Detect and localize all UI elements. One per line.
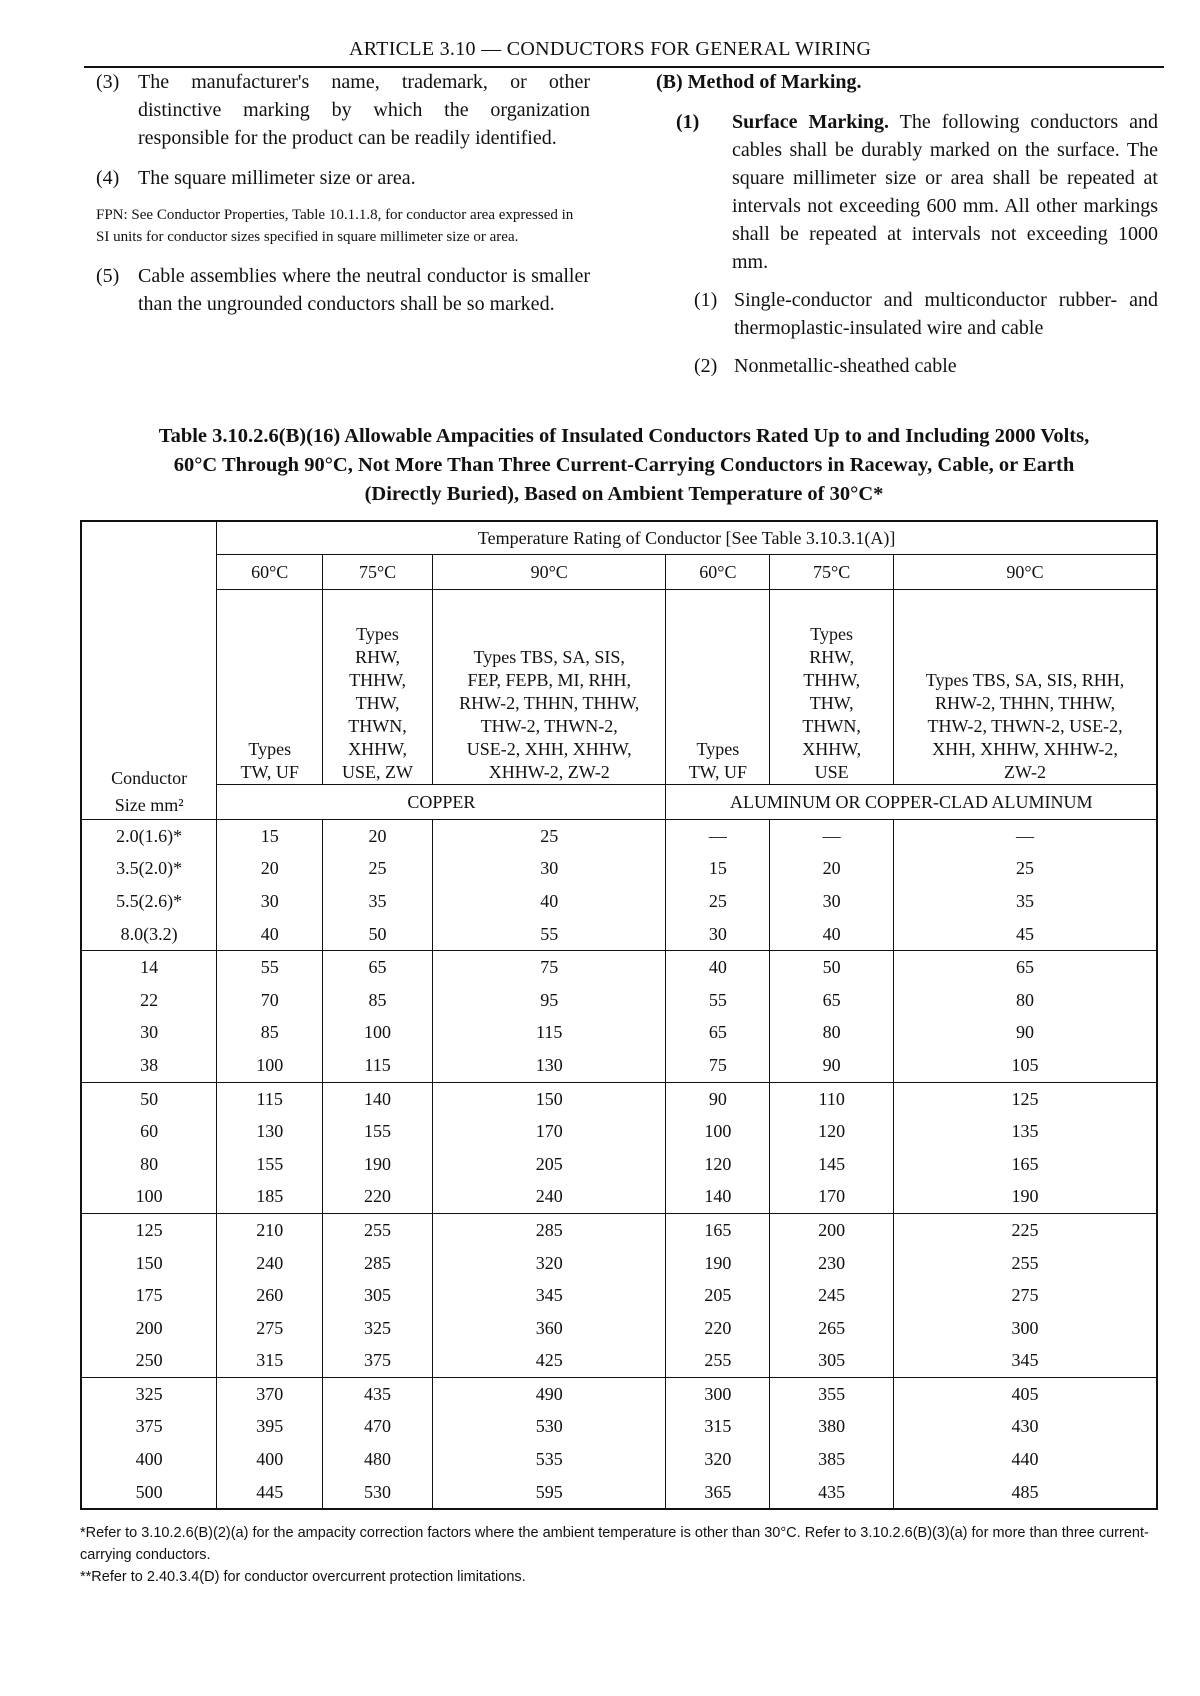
article-title: ARTICLE 3.10 — CONDUCTORS FOR GENERAL WIRING [349, 38, 872, 60]
ampacity-cell: 435 [770, 1476, 894, 1510]
table-row [81, 1378, 1157, 1411]
ampacity-cell: 30 [217, 885, 323, 918]
ampacity-cell: 35 [894, 885, 1157, 918]
types-line: Types [248, 739, 292, 759]
types-line: XHH, XHHW, XHHW-2, [932, 739, 1118, 759]
degree-header: 60°C [217, 555, 323, 590]
ampacity-cell: 345 [432, 1279, 665, 1312]
ampacity-cell: 85 [323, 984, 433, 1017]
ampacity-cell: 65 [770, 984, 894, 1017]
table-row [81, 1476, 1157, 1510]
ampacity-cell: 480 [323, 1443, 433, 1476]
list-item [96, 68, 590, 152]
conductor-size-cell: 400 [81, 1443, 217, 1476]
right-column [656, 68, 1158, 390]
ampacity-cell: 285 [432, 1214, 665, 1247]
ampacity-cell: 40 [432, 885, 665, 918]
ampacity-cell: 595 [432, 1476, 665, 1510]
list-item [694, 352, 1158, 380]
ampacity-cell: 25 [432, 820, 665, 853]
conductor-size-cell: 100 [81, 1181, 217, 1214]
ampacity-cell: 185 [217, 1181, 323, 1214]
table-row [81, 951, 1157, 984]
ampacity-cell: 315 [666, 1411, 770, 1444]
ampacity-cell: 140 [323, 1082, 433, 1115]
table-row [81, 918, 1157, 951]
table-title [84, 422, 1164, 509]
ampacity-cell: 50 [323, 918, 433, 951]
ampacity-cell: — [894, 820, 1157, 853]
item-text: The manufacturer's name, trademark, or other distinctive marking by which the organization responsible for the product can be readily identified. [138, 71, 590, 149]
ampacity-cell: 230 [770, 1247, 894, 1280]
ampacity-cell: 25 [666, 885, 770, 918]
conductor-size-cell: 500 [81, 1476, 217, 1510]
ampacity-cell: 485 [894, 1476, 1157, 1510]
degree-header: 75°C [323, 555, 433, 590]
fine-print-note: FPN: See Conductor Properties, Table 10.1.1.8, for conductor area expressed in SI units for conductor sizes specified in square millimeter size or area. [96, 207, 574, 245]
ampacity-cell: 305 [770, 1345, 894, 1378]
ampacity-cell: 440 [894, 1443, 1157, 1476]
types-line: USE-2, XHH, XHHW, [466, 739, 632, 759]
ampacity-cell: 345 [894, 1345, 1157, 1378]
list-item [96, 164, 590, 192]
conductor-size-cell: 50 [81, 1082, 217, 1115]
conductor-size-cell: 125 [81, 1214, 217, 1247]
types-line: THW-2, THWN-2, [480, 716, 618, 736]
types-line: TW, UF [688, 762, 748, 782]
ampacity-cell: 370 [217, 1378, 323, 1411]
table-row [81, 1443, 1157, 1476]
ampacity-cell: 115 [432, 1017, 665, 1050]
table-row [81, 1115, 1157, 1148]
ampacity-cell: 55 [217, 951, 323, 984]
types-line: THWN, [348, 716, 407, 736]
ampacity-cell: 425 [432, 1345, 665, 1378]
degree-header-row [81, 555, 1157, 590]
ampacity-cell: 305 [323, 1279, 433, 1312]
table-row [81, 1312, 1157, 1345]
types-header [666, 590, 770, 785]
ampacity-cell: 245 [770, 1279, 894, 1312]
ampacity-cell: 50 [770, 951, 894, 984]
ampacity-cell: 115 [217, 1082, 323, 1115]
item-number: (4) [96, 167, 120, 189]
ampacity-cell: 65 [894, 951, 1157, 984]
item-text: Cable assemblies where the neutral conductor is smaller than the ungrounded conductors shall be so marked. [138, 265, 590, 315]
ampacity-cell: 155 [217, 1148, 323, 1181]
ampacity-cell: 130 [432, 1049, 665, 1082]
copper-header: COPPER [217, 785, 666, 820]
ampacity-cell: 170 [770, 1181, 894, 1214]
table-title-line: (Directly Buried), Based on Ambient Temperature of 30°C* [364, 483, 884, 505]
ampacity-cell: 375 [323, 1345, 433, 1378]
types-line: THW, [809, 693, 854, 713]
ampacity-cell: 140 [666, 1181, 770, 1214]
types-line: THWN, [802, 716, 861, 736]
ampacity-cell: 20 [217, 853, 323, 886]
types-line: THHW, [349, 670, 406, 690]
ampacity-cell: 100 [666, 1115, 770, 1148]
types-header [770, 590, 894, 785]
ampacity-cell: 300 [894, 1312, 1157, 1345]
ampacity-cell: 25 [323, 853, 433, 886]
page-header [84, 36, 1164, 68]
table-row [81, 1214, 1157, 1247]
list-item [694, 286, 1158, 342]
ampacity-cell: 105 [894, 1049, 1157, 1082]
ampacity-cell: 35 [323, 885, 433, 918]
ampacity-cell: 360 [432, 1312, 665, 1345]
ampacity-cell: 225 [894, 1214, 1157, 1247]
ampacity-cell: 130 [217, 1115, 323, 1148]
ampacity-cell: 25 [894, 853, 1157, 886]
ampacity-cell: 470 [323, 1411, 433, 1444]
conductor-size-cell: 80 [81, 1148, 217, 1181]
left-column [96, 68, 590, 330]
ampacity-cell: 530 [323, 1476, 433, 1510]
ampacity-cell: 55 [432, 918, 665, 951]
types-line: USE [814, 762, 849, 782]
types-header-row [81, 590, 1157, 785]
ampacity-cell: 325 [323, 1312, 433, 1345]
ampacity-cell: 430 [894, 1411, 1157, 1444]
table-row [81, 1181, 1157, 1214]
footnote: **Refer to 2.40.3.4(D) for conductor overcurrent protection limitations. [80, 1569, 526, 1585]
item-text: The square millimeter size or area. [138, 167, 416, 189]
types-header [894, 590, 1157, 785]
conductor-size-cell: 30 [81, 1017, 217, 1050]
footnotes [80, 1522, 1160, 1588]
ampacity-cell: 80 [894, 984, 1157, 1017]
table-row [81, 853, 1157, 886]
ampacity-table [80, 520, 1158, 1510]
ampacity-cell: 490 [432, 1378, 665, 1411]
ampacity-cell: 205 [432, 1148, 665, 1181]
ampacity-cell: 320 [432, 1247, 665, 1280]
ampacity-cell: 365 [666, 1476, 770, 1510]
types-line: ZW-2 [1004, 762, 1047, 782]
ampacity-cell: 255 [894, 1247, 1157, 1280]
ampacity-cell: — [666, 820, 770, 853]
ampacity-cell: 315 [217, 1345, 323, 1378]
ampacity-cell: 30 [770, 885, 894, 918]
ampacity-cell: 260 [217, 1279, 323, 1312]
ampacity-cell: 45 [894, 918, 1157, 951]
header-line: Conductor [111, 768, 188, 788]
conductor-size-cell: 150 [81, 1247, 217, 1280]
ampacity-cell: 165 [666, 1214, 770, 1247]
types-line: THW, [355, 693, 400, 713]
item-number: (2) [694, 355, 718, 377]
list-item [96, 262, 590, 318]
ampacity-cell: 240 [432, 1181, 665, 1214]
ampacity-cell: 165 [894, 1148, 1157, 1181]
header-line: Size mm² [114, 795, 184, 815]
ampacity-cell: 380 [770, 1411, 894, 1444]
table-title-line: Table 3.10.2.6(B)(16) Allowable Ampacities of Insulated Conductors Rated Up to and Including 2000 Volts, [158, 425, 1090, 447]
conductor-size-cell: 200 [81, 1312, 217, 1345]
ampacity-cell: 65 [666, 1017, 770, 1050]
conductor-size-cell: 38 [81, 1049, 217, 1082]
ampacity-cell: 220 [666, 1312, 770, 1345]
degree-header: 90°C [432, 555, 665, 590]
ampacity-cell: 80 [770, 1017, 894, 1050]
ampacity-cell: 255 [666, 1345, 770, 1378]
table-row [81, 1345, 1157, 1378]
types-header [432, 590, 665, 785]
ampacity-cell: 40 [770, 918, 894, 951]
ampacity-cell: 70 [217, 984, 323, 1017]
section-heading: (B) Method of Marking. [656, 71, 862, 93]
table-row [81, 1411, 1157, 1444]
conductor-size-cell: 14 [81, 951, 217, 984]
conductor-size-cell: 325 [81, 1378, 217, 1411]
aluminum-header: ALUMINUM OR COPPER-CLAD ALUMINUM [666, 785, 1157, 820]
ampacity-cell: 20 [770, 853, 894, 886]
conductor-size-cell: 22 [81, 984, 217, 1017]
types-line: Types [810, 624, 854, 644]
ampacity-cell: 530 [432, 1411, 665, 1444]
ampacity-cell: 445 [217, 1476, 323, 1510]
ampacity-cell: 15 [217, 820, 323, 853]
ampacity-cell: 115 [323, 1049, 433, 1082]
ampacity-cell: 275 [894, 1279, 1157, 1312]
ampacity-cell: 170 [432, 1115, 665, 1148]
ampacity-cell: 205 [666, 1279, 770, 1312]
item-lead: Surface Marking. [732, 111, 890, 133]
types-line: RHW-2, THHN, THHW, [934, 693, 1116, 713]
item-number: (5) [96, 265, 120, 287]
ampacity-cell: 20 [323, 820, 433, 853]
ampacity-cell: 200 [770, 1214, 894, 1247]
degree-header: 90°C [894, 555, 1157, 590]
types-line: XHHW, [802, 739, 862, 759]
item-number: (1) [694, 289, 718, 311]
ampacity-cell: 150 [432, 1082, 665, 1115]
ampacity-cell: 110 [770, 1082, 894, 1115]
item-text: Nonmetallic-sheathed cable [734, 355, 957, 377]
ampacity-cell: 240 [217, 1247, 323, 1280]
ampacity-cell: 40 [217, 918, 323, 951]
ampacity-cell: 30 [432, 853, 665, 886]
ampacity-cell: 40 [666, 951, 770, 984]
ampacity-cell: 320 [666, 1443, 770, 1476]
ampacity-cell: 90 [894, 1017, 1157, 1050]
ampacity-cell: 190 [666, 1247, 770, 1280]
ampacity-cell: 400 [217, 1443, 323, 1476]
table-row [81, 885, 1157, 918]
table-row [81, 1049, 1157, 1082]
ampacity-cell: 85 [217, 1017, 323, 1050]
ampacity-cell: 55 [666, 984, 770, 1017]
conductor-size-cell: 3.5(2.0)* [81, 853, 217, 886]
table-row [81, 1082, 1157, 1115]
conductor-size-cell: 5.5(2.6)* [81, 885, 217, 918]
conductor-size-cell: 8.0(3.2) [81, 918, 217, 951]
footnote: *Refer to 3.10.2.6(B)(2)(a) for the ampacity correction factors where the ambient temperature is other than 30°C. Refer to 3.10.2.6(B)(3)(a) for more than three current-carrying conductors. [80, 1525, 1149, 1563]
table-row [81, 984, 1157, 1017]
types-line: Types TBS, SA, SIS, [473, 647, 625, 667]
ampacity-cell: 120 [666, 1148, 770, 1181]
item-text: The following conductors and cables shall be durably marked on the surface. The square millimeter size or area shall be repeated at intervals not exceeding 600 mm. All other markings shall be repeated at intervals not exceeding 1000 mm. [732, 111, 1158, 273]
degree-header: 60°C [666, 555, 770, 590]
ampacity-cell: 385 [770, 1443, 894, 1476]
ampacity-cell: 75 [432, 951, 665, 984]
conductor-size-header [81, 521, 217, 820]
ampacity-cell: 90 [770, 1049, 894, 1082]
types-line: Types TBS, SA, SIS, RHH, [925, 670, 1125, 690]
ampacity-cell: 265 [770, 1312, 894, 1345]
ampacity-cell: 155 [323, 1115, 433, 1148]
types-line: XHHW, [348, 739, 407, 759]
ampacity-cell: 100 [323, 1017, 433, 1050]
ampacity-cell: 15 [666, 853, 770, 886]
ampacity-cell: 135 [894, 1115, 1157, 1148]
ampacity-cell: 300 [666, 1378, 770, 1411]
table-row [81, 1247, 1157, 1280]
types-line: RHW, [355, 647, 400, 667]
item-number: (1) [676, 111, 700, 133]
types-line: RHW, [809, 647, 855, 667]
conductor-size-cell: 375 [81, 1411, 217, 1444]
table-row [81, 1279, 1157, 1312]
ampacity-cell: 190 [323, 1148, 433, 1181]
ampacity-cell: 120 [770, 1115, 894, 1148]
temperature-rating-header: Temperature Rating of Conductor [See Table 3.10.3.1(A)] [217, 521, 1157, 555]
ampacity-cell: 535 [432, 1443, 665, 1476]
ampacity-cell: 255 [323, 1214, 433, 1247]
types-line: TW, UF [240, 762, 299, 782]
types-line: THW-2, THWN-2, USE-2, [927, 716, 1123, 736]
conductor-size-cell: 175 [81, 1279, 217, 1312]
ampacity-cell: 275 [217, 1312, 323, 1345]
ampacity-cell: 125 [894, 1082, 1157, 1115]
table-title-line: 60°C Through 90°C, Not More Than Three Current-Carrying Conductors in Raceway, Cable, or Earth [173, 454, 1075, 476]
ampacity-cell: 285 [323, 1247, 433, 1280]
table-row [81, 1017, 1157, 1050]
ampacity-cell: 190 [894, 1181, 1157, 1214]
ampacity-cell: 405 [894, 1378, 1157, 1411]
ampacity-cell: 30 [666, 918, 770, 951]
ampacity-cell: 435 [323, 1378, 433, 1411]
ampacity-cell: — [770, 820, 894, 853]
types-header [217, 590, 323, 785]
list-item [676, 108, 1158, 276]
item-text: Single-conductor and multiconductor rubber- and thermoplastic-insulated wire and cable [734, 289, 1158, 339]
ampacity-cell: 355 [770, 1378, 894, 1411]
table-row [81, 1148, 1157, 1181]
ampacity-cell: 395 [217, 1411, 323, 1444]
ampacity-cell: 65 [323, 951, 433, 984]
conductor-size-cell: 250 [81, 1345, 217, 1378]
ampacity-cell: 210 [217, 1214, 323, 1247]
ampacity-cell: 90 [666, 1082, 770, 1115]
table-body [81, 820, 1157, 1510]
ampacity-cell: 220 [323, 1181, 433, 1214]
conductor-size-cell: 2.0(1.6)* [81, 820, 217, 853]
ampacity-cell: 100 [217, 1049, 323, 1082]
types-line: Types [696, 739, 740, 759]
types-line: XHHW-2, ZW-2 [488, 762, 610, 782]
table-row [81, 820, 1157, 853]
item-number: (3) [96, 71, 120, 93]
types-line: Types [356, 624, 399, 644]
types-line: USE, ZW [342, 762, 414, 782]
types-line: FEP, FEPB, MI, RHH, [467, 670, 631, 690]
degree-header: 75°C [770, 555, 894, 590]
types-line: RHW-2, THHN, THHW, [459, 693, 640, 713]
ampacity-cell: 145 [770, 1148, 894, 1181]
ampacity-cell: 75 [666, 1049, 770, 1082]
conductor-size-cell: 60 [81, 1115, 217, 1148]
types-header [323, 590, 433, 785]
types-line: THHW, [803, 670, 861, 690]
ampacity-cell: 95 [432, 984, 665, 1017]
